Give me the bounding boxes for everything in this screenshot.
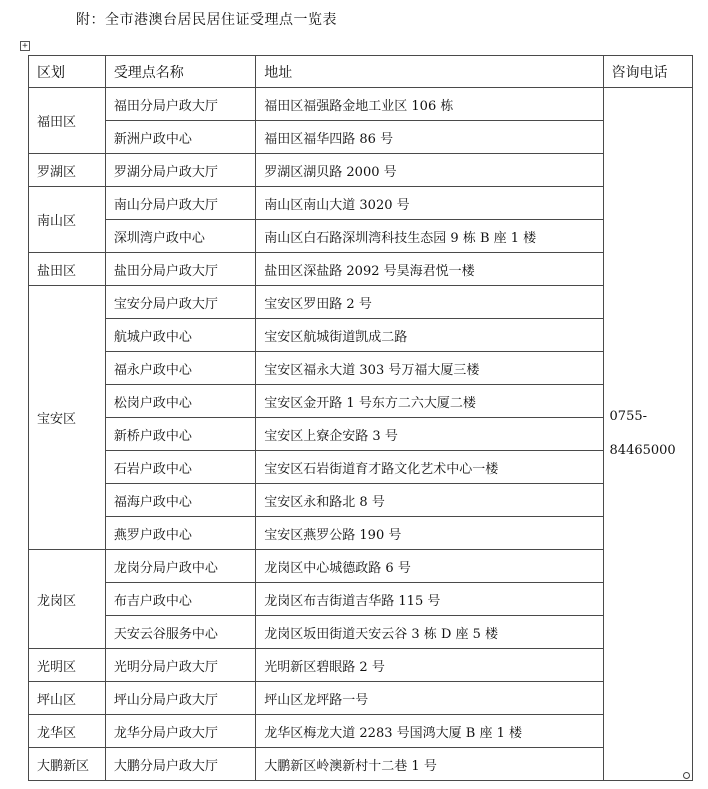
site-name-cell: 南山分局户政大厅 — [105, 187, 255, 220]
site-name-cell: 深圳湾户政中心 — [105, 220, 255, 253]
district-cell: 罗湖区 — [29, 154, 106, 187]
address-cell: 龙岗区中心城德政路 6 号 — [256, 550, 603, 583]
table-move-handle-icon[interactable]: + — [20, 41, 30, 51]
paragraph-end-mark — [683, 772, 690, 779]
address-cell: 龙岗区布吉街道吉华路 115 号 — [256, 583, 603, 616]
site-name-cell: 航城户政中心 — [105, 319, 255, 352]
address-cell: 宝安区航城街道凯成二路 — [256, 319, 603, 352]
site-name-cell: 布吉户政中心 — [105, 583, 255, 616]
table-row — [29, 583, 693, 616]
address-cell: 宝安区石岩街道育才路文化艺术中心一楼 — [256, 451, 603, 484]
address-cell: 宝安区金开路 1 号东方二六大厦二楼 — [256, 385, 603, 418]
table-row — [29, 352, 693, 385]
site-name-cell: 福永户政中心 — [105, 352, 255, 385]
table-row — [29, 748, 693, 781]
site-name-cell: 天安云谷服务中心 — [105, 616, 255, 649]
table-row — [29, 517, 693, 550]
site-name-cell: 大鹏分局户政大厅 — [105, 748, 255, 781]
site-name-cell: 福海户政中心 — [105, 484, 255, 517]
header-site-name: 受理点名称 — [105, 56, 255, 88]
address-cell: 南山区白石路深圳湾科技生态园 9 栋 B 座 1 楼 — [256, 220, 603, 253]
table-row — [29, 550, 693, 583]
table-row — [29, 286, 693, 319]
site-name-cell: 新洲户政中心 — [105, 121, 255, 154]
site-name-cell: 坪山分局户政大厅 — [105, 682, 255, 715]
district-cell: 宝安区 — [29, 286, 106, 550]
district-cell: 福田区 — [29, 88, 106, 154]
table-row — [29, 484, 693, 517]
table-row — [29, 418, 693, 451]
table-row — [29, 451, 693, 484]
address-cell: 光明新区碧眼路 2 号 — [256, 649, 603, 682]
site-name-cell: 龙岗分局户政中心 — [105, 550, 255, 583]
address-cell: 宝安区上寮企安路 3 号 — [256, 418, 603, 451]
address-cell: 龙岗区坂田街道天安云谷 3 栋 D 座 5 楼 — [256, 616, 603, 649]
table-row — [29, 715, 693, 748]
address-cell: 宝安区燕罗公路 190 号 — [256, 517, 603, 550]
address-cell: 宝安区福永大道 303 号万福大厦三楼 — [256, 352, 603, 385]
phone-line: 0755- — [609, 409, 648, 424]
table-row — [29, 649, 693, 682]
address-cell: 龙华区梅龙大道 2283 号国鸿大厦 B 座 1 楼 — [256, 715, 603, 748]
site-name-cell: 石岩户政中心 — [105, 451, 255, 484]
table-row — [29, 121, 693, 154]
address-cell: 福田区福华四路 86 号 — [256, 121, 603, 154]
address-cell: 罗湖区湖贝路 2000 号 — [256, 154, 603, 187]
site-name-cell: 松岗户政中心 — [105, 385, 255, 418]
acceptance-sites-table — [28, 55, 693, 781]
district-cell: 坪山区 — [29, 682, 106, 715]
table-row — [29, 88, 693, 121]
table-row — [29, 220, 693, 253]
site-name-cell: 宝安分局户政大厅 — [105, 286, 255, 319]
site-name-cell: 龙华分局户政大厅 — [105, 715, 255, 748]
header-address: 地址 — [256, 56, 603, 88]
district-cell: 盐田区 — [29, 253, 106, 286]
address-cell: 福田区福强路金地工业区 106 栋 — [256, 88, 603, 121]
address-cell: 坪山区龙坪路一号 — [256, 682, 603, 715]
site-name-cell: 光明分局户政大厅 — [105, 649, 255, 682]
table-header-row — [29, 56, 693, 88]
table-row — [29, 154, 693, 187]
table-row — [29, 616, 693, 649]
document-title: 附：全市港澳台居民居住证受理点一览表 — [76, 12, 337, 28]
district-cell: 龙华区 — [29, 715, 106, 748]
phone-line: 84465000 — [609, 443, 676, 458]
site-name-cell: 新桥户政中心 — [105, 418, 255, 451]
table-row — [29, 187, 693, 220]
table-row — [29, 385, 693, 418]
table-row — [29, 319, 693, 352]
district-cell: 光明区 — [29, 649, 106, 682]
header-district: 区划 — [29, 56, 106, 88]
site-name-cell: 盐田分局户政大厅 — [105, 253, 255, 286]
site-name-cell: 罗湖分局户政大厅 — [105, 154, 255, 187]
address-cell: 大鹏新区岭澳新村十二巷 1 号 — [256, 748, 603, 781]
address-cell: 盐田区深盐路 2092 号昊海君悦一楼 — [256, 253, 603, 286]
address-cell: 宝安区罗田路 2 号 — [256, 286, 603, 319]
table-row — [29, 682, 693, 715]
header-phone: 咨询电话 — [603, 56, 692, 88]
site-name-cell: 燕罗户政中心 — [105, 517, 255, 550]
district-cell: 龙岗区 — [29, 550, 106, 649]
site-name-cell: 福田分局户政大厅 — [105, 88, 255, 121]
address-cell: 南山区南山大道 3020 号 — [256, 187, 603, 220]
table-row — [29, 253, 693, 286]
address-cell: 宝安区永和路北 8 号 — [256, 484, 603, 517]
phone-cell — [603, 88, 692, 781]
district-cell: 南山区 — [29, 187, 106, 253]
district-cell: 大鹏新区 — [29, 748, 106, 781]
